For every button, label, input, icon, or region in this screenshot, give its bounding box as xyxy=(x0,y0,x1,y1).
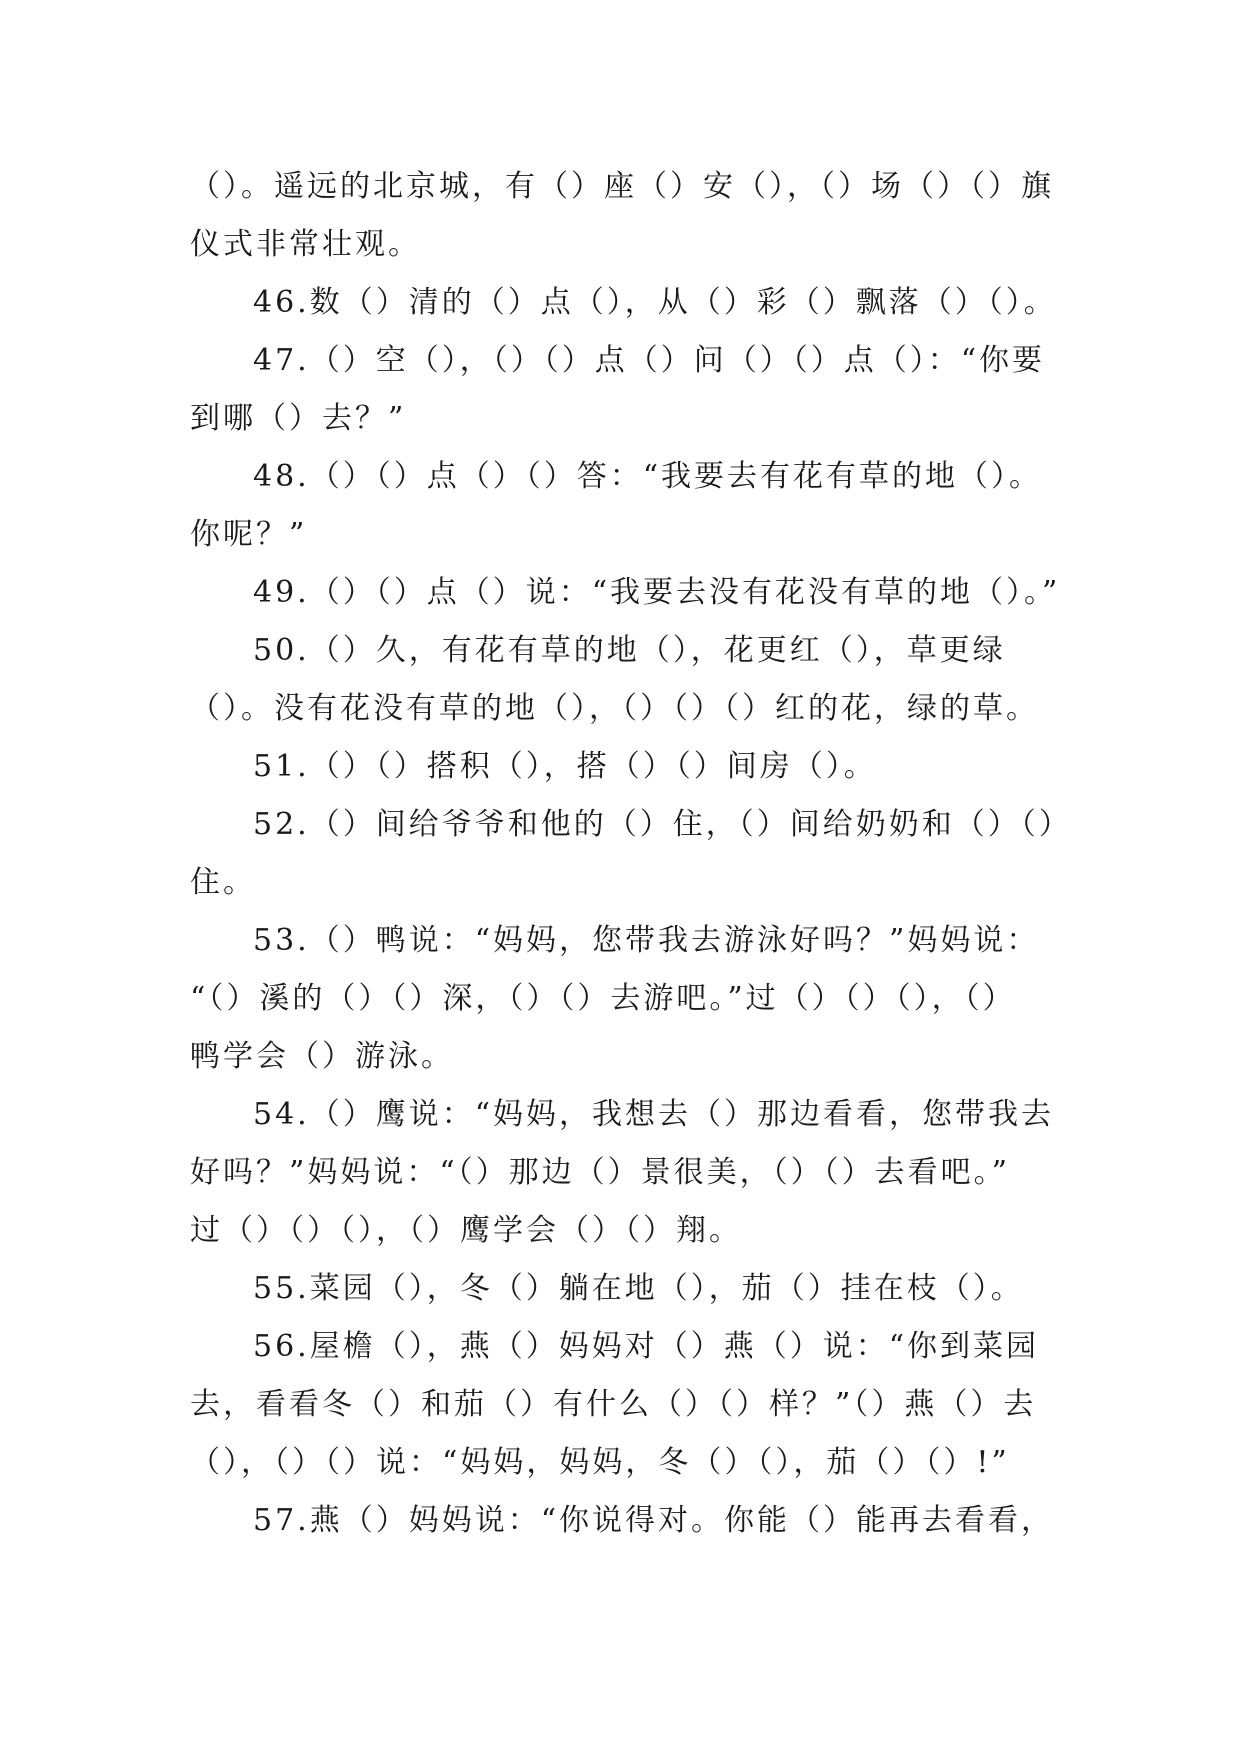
text-line: 57.燕（）妈妈说：“你说得对。你能（）能再去看看， xyxy=(253,1503,1055,1538)
text-line: 住。 xyxy=(190,865,256,900)
text-line: （）。遥远的北京城，有（）座（）安（），（）场（）（）旗 xyxy=(190,169,1054,204)
text-line: 你呢？” xyxy=(190,517,308,552)
text-line: 仪式非常壮观。 xyxy=(190,227,421,262)
text-line: 好吗？”妈妈说：“（）那边（）景很美，（）（）去看吧。” xyxy=(190,1155,1011,1190)
text-line: 鸭学会（）游泳。 xyxy=(190,1039,454,1074)
text-line: 去，看看冬（）和茄（）有什么（）（）样？”（）燕（）去 xyxy=(190,1387,1037,1422)
text-line: 47.（）空（），（）（）点（）问（）（）点（）：“你要 xyxy=(253,343,1046,378)
text-line: （），（）（）说：“妈妈，妈妈，冬（）（），茄（）（）!” xyxy=(190,1445,1010,1480)
text-line: 53.（）鸭说：“妈妈，您带我去游泳好吗？”妈妈说： xyxy=(253,923,1040,958)
text-line: 50.（）久，有花有草的地（），花更红（），草更绿 xyxy=(253,633,1006,668)
text-line: 46.数（）清的（）点（），从（）彩（）飘落（）（）。 xyxy=(253,285,1057,320)
text-line: 49.（）（）点（）说：“我要去没有花没有草的地（）。” xyxy=(253,575,1061,610)
text-line: 56.屋檐（），燕（）妈妈对（）燕（）说：“你到菜园 xyxy=(253,1329,1040,1364)
text-line: 55.菜园（），冬（）躺在地（），茄（）挂在枝（）。 xyxy=(253,1271,1024,1306)
text-line: 到哪（）去？” xyxy=(190,401,407,436)
worksheet-text xyxy=(190,158,1070,1550)
text-line: 51.（）（）搭积（），搭（）（）间房（）。 xyxy=(253,749,877,784)
text-line: 52.（）间给爷爷和他的（）住，（）间给奶奶和（）（） xyxy=(253,807,1072,842)
text-line: （）。没有花没有草的地（），（）（）（）红的花，绿的草。 xyxy=(190,691,1039,726)
text-line: 48.（）（）点（）（）答：“我要去有花有草的地（）。 xyxy=(253,459,1043,494)
text-line: 54.（）鹰说：“妈妈，我想去（）那边看看，您带我去 xyxy=(253,1097,1055,1132)
text-line: 过（）（）（），（）鹰学会（）（）翔。 xyxy=(190,1213,742,1248)
text-line: “（）溪的（）（）深，（）（）去游吧。”过（）（）（），（） xyxy=(190,981,1016,1016)
